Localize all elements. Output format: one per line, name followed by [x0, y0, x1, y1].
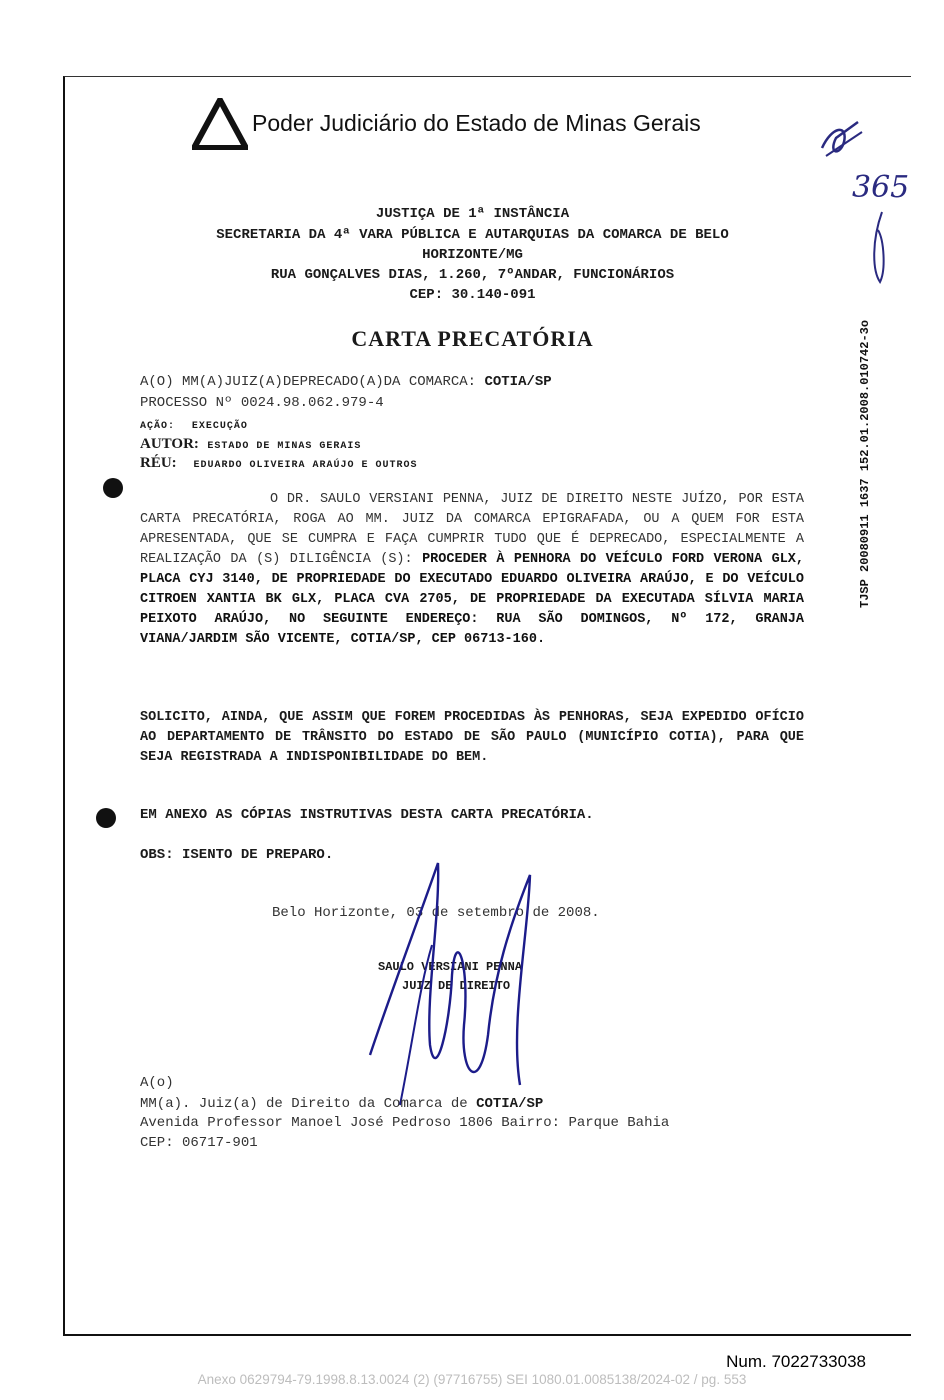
addressee-line-4: CEP: 06717-901 [140, 1135, 258, 1151]
body-paragraph-1-plain: O DR. SAULO VERSIANI PENNA, JUIZ DE DIREITO NESTE JUÍZO, POR ESTA CARTA PRECATÓRIA, ROGA AO MM. JUIZ DA COMARCA EPIGRAFADA, OU A QUEM FOR ESTA APRESENTADA, QUE SE CUMPRA E FAÇA CUMPRIR TUDO QUE É DEPRECADO, ESPECIALMENTE A REALIZAÇÃO DA (S) DILIGÊNCIA (S): [140, 492, 804, 567]
punch-hole-bottom [96, 808, 116, 828]
body-paragraph-4: OBS: ISENTO DE PREPARO. [140, 847, 334, 863]
body-paragraph-1-bold: PROCEDER À PENHORA DO VEÍCULO FORD VERONA GLX, PLACA CYJ 3140, DE PROPRIEDADE DO EXECUTADO EDUARDO OLIVEIRA ARAÚJO, E DO VEÍCULO CITROEN XANTIA BK GLX, PLACA CVA 2705, DE PROPRIEDADE DA EXECUTADA SÍLVIA MARIA PEIXOTO ARAÚJO, NO SEGUINTE ENDEREÇO: RUA SÃO DOMINGOS, Nº 172, GRANJA VIANA/JARDIM SÃO VICENTE, COTIA/SP, CEP 06713-160. [140, 552, 804, 647]
signature-icon [360, 855, 560, 1115]
delta-triangle-logo-icon [192, 98, 248, 150]
deprecado-label: A(O) MM(A)JUIZ(A)DEPRECADO(A)DA COMARCA: [140, 374, 477, 390]
header-title: Poder Judiciário do Estado de Minas Gerais [252, 110, 701, 136]
addressee-line-2 [140, 1096, 543, 1112]
reu-value: EDUARDO OLIVEIRA ARAÚJO E OUTROS [193, 460, 418, 471]
autor-line [140, 436, 361, 453]
autor-label: AUTOR: [140, 436, 199, 452]
court-line-4: RUA GONÇALVES DIAS, 1.260, 7ºANDAR, FUNCIONÁRIOS [270, 267, 675, 283]
court-line-3: HORIZONTE/MG [422, 247, 523, 263]
handwritten-stroke-icon [868, 210, 890, 284]
court-line-5: CEP: 30.140-091 [409, 287, 536, 303]
body-paragraph-1 [140, 490, 804, 650]
deprecado-value: COTIA/SP [484, 374, 552, 390]
reu-line [140, 455, 418, 472]
deprecado-line [140, 374, 552, 390]
addressee-line-2-bold: COTIA/SP [476, 1096, 544, 1112]
court-line-1: JUSTIÇA DE 1ª INSTÂNCIA [375, 206, 570, 222]
handwritten-mark-icon [818, 118, 868, 162]
document-title: CARTA PRECATÓRIA [351, 326, 594, 351]
punch-hole-top [103, 478, 123, 498]
side-protocol-stamp [848, 308, 878, 608]
body-paragraph-3: EM ANEXO AS CÓPIAS INSTRUTIVAS DESTA CARTA PRECATÓRIA. [140, 807, 594, 823]
court-line-2: SECRETARIA DA 4ª VARA PÚBLICA E AUTARQUIAS DA COMARCA DE BELO [216, 227, 729, 243]
acao-label: AÇÃO: [140, 421, 176, 432]
reu-label: RÉU: [140, 455, 177, 471]
signer-name: SAULO VERSIANI PENNA [378, 960, 523, 974]
handwritten-page-number: 365 [852, 170, 910, 205]
footer-document-number: Num. 7022733038 [726, 1352, 866, 1371]
addressee-line-3: Avenida Professor Manoel José Pedroso 1806 Bairro: Parque Bahia [140, 1115, 670, 1131]
autor-value: ESTADO DE MINAS GERAIS [207, 441, 362, 452]
side-stamp-text: TJSP 20080911 1637 152.01.2008.010742-3o [858, 319, 872, 608]
acao-line [140, 417, 248, 433]
signer-role: JUIZ DE DIREITO [402, 979, 511, 993]
acao-value: EXECUÇÃO [191, 421, 248, 432]
addressee-line-1: A(o) [140, 1075, 174, 1091]
footer-annex-reference: Anexo 0629794-79.1998.8.13.0024 (2) (97716755) SEI 1080.01.0085138/2024-02 / pg. 553 [197, 1372, 747, 1387]
body-paragraph-2: SOLICITO, AINDA, QUE ASSIM QUE FOREM PROCEDIDAS ÀS PENHORAS, SEJA EXPEDIDO OFÍCIO AO DEPARTAMENTO DE TRÂNSITO DO ESTADO DE SÃO PAULO (MUNICÍPIO COTIA), PARA QUE SEJA REGISTRADA A INDISPONIBILIDADE DO BEM. [140, 710, 804, 765]
processo-line: PROCESSO Nº 0024.98.062.979-4 [140, 395, 384, 411]
addressee-line-2-plain: MM(a). Juiz(a) de Direito da Comarca de [140, 1096, 468, 1112]
place-date: Belo Horizonte, 03 de setembro de 2008. [272, 905, 600, 921]
